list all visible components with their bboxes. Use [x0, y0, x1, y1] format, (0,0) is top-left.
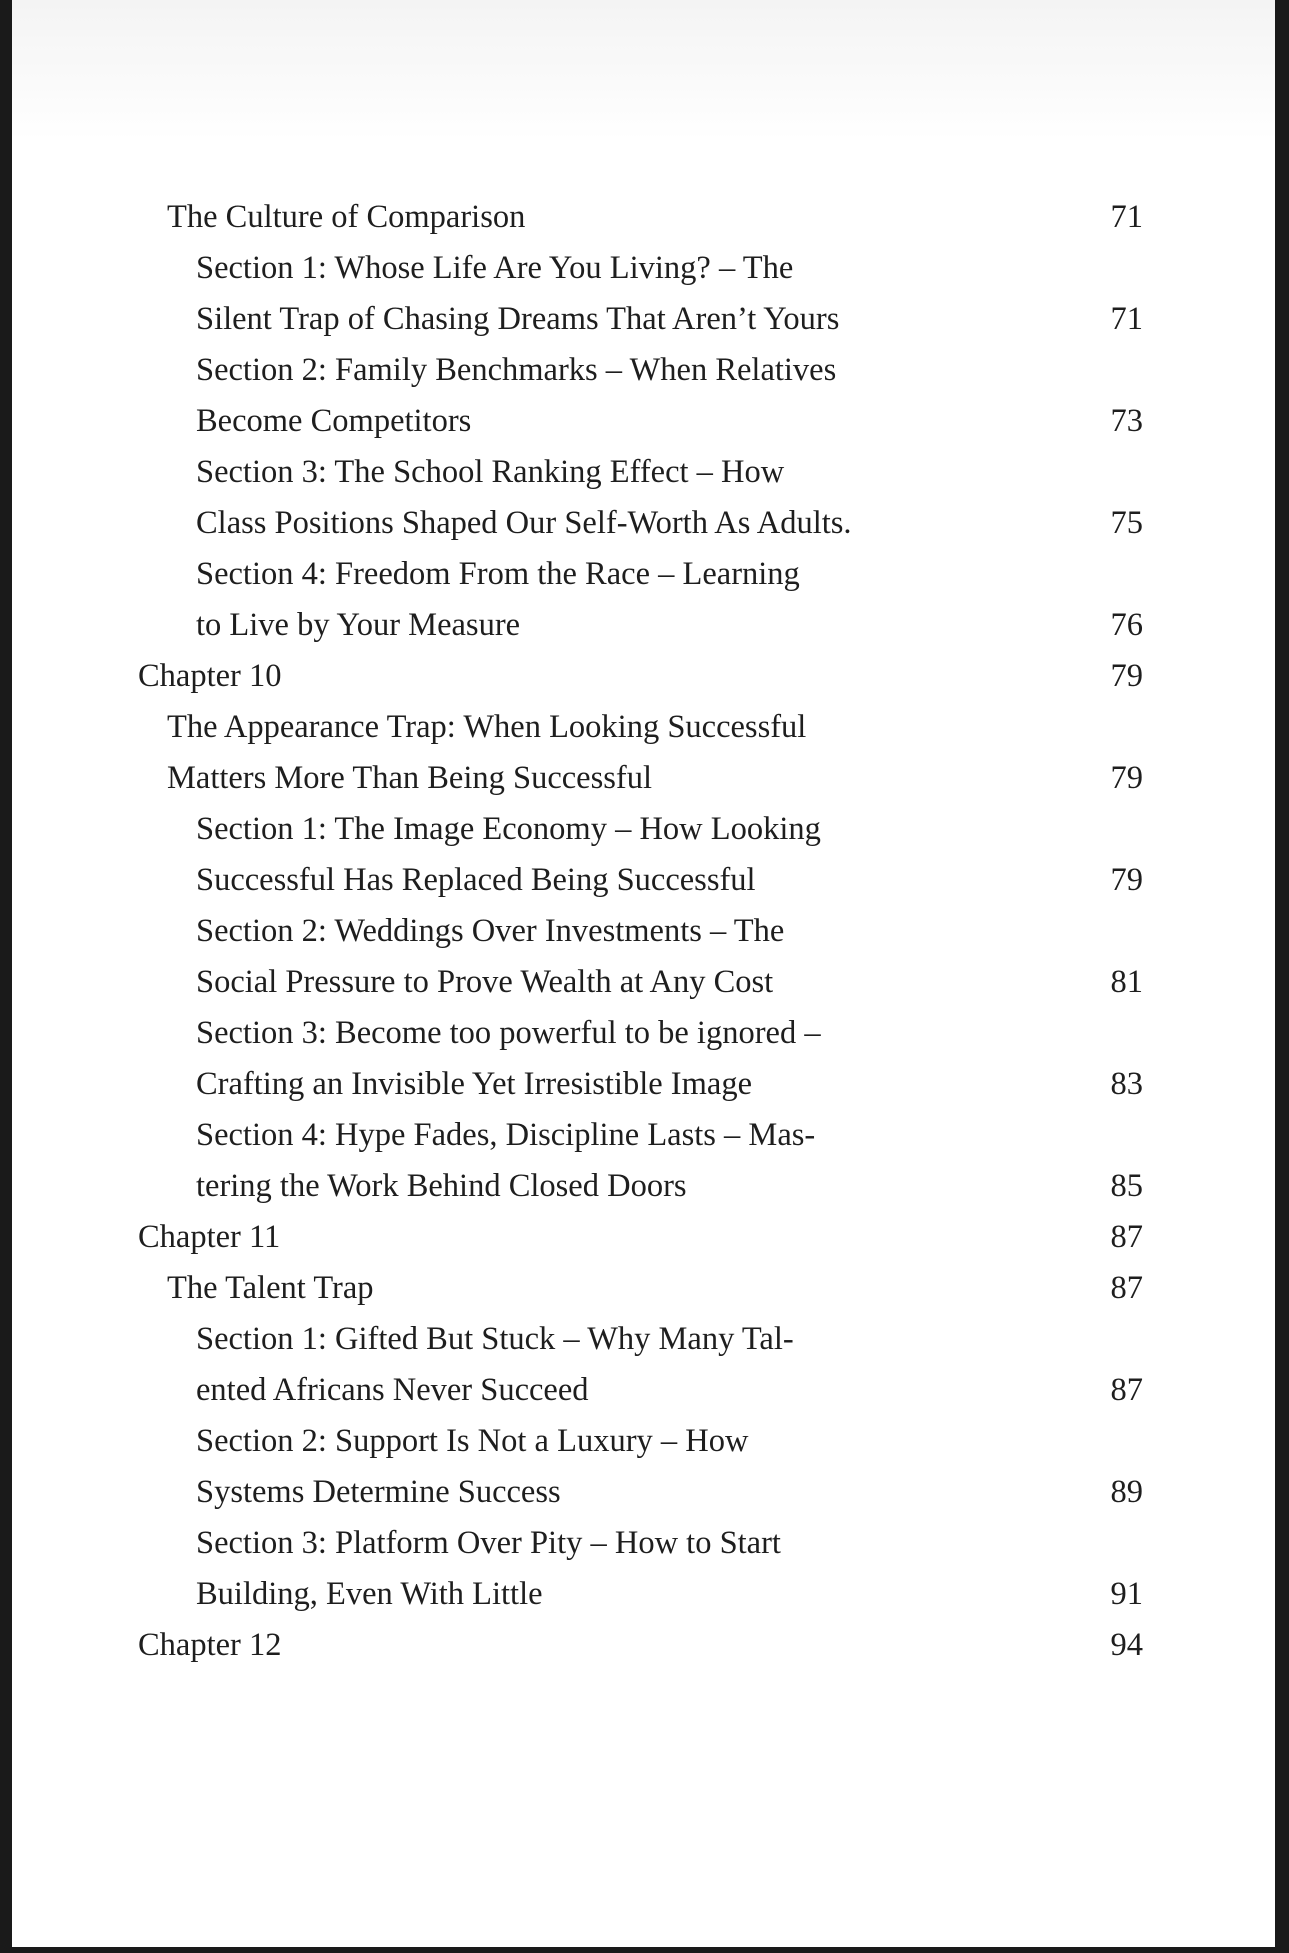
toc-line-title — [12, 192, 1275, 243]
toc-entry-text: Section 3: The School Ranking Effect – How — [196, 454, 785, 490]
toc-line-section — [12, 447, 1275, 498]
toc-page-number: 75 — [1110, 505, 1143, 541]
toc-entry-text: Section 3: Become too powerful to be ignored – — [196, 1015, 821, 1051]
toc-entry-text: The Appearance Trap: When Looking Successful — [167, 709, 807, 745]
toc-entry-text: Section 1: Whose Life Are You Living? – The — [196, 250, 794, 286]
toc-page-number: 91 — [1110, 1576, 1143, 1612]
toc-entry-text: Chapter 12 — [138, 1627, 282, 1663]
toc-line-section — [12, 1416, 1275, 1467]
toc-entry-text: Social Pressure to Prove Wealth at Any Cost — [196, 964, 774, 1000]
toc-entry-text: Silent Trap of Chasing Dreams That Aren’t Yours — [196, 301, 840, 337]
toc-line-section — [12, 1365, 1275, 1416]
toc-entry-text: The Talent Trap — [167, 1270, 374, 1306]
toc-line-chapter — [12, 651, 1275, 702]
toc-line-chapter — [12, 1620, 1275, 1671]
toc-entry-text: Section 4: Hype Fades, Discipline Lasts – Mas- — [196, 1117, 816, 1153]
page-top-shading — [12, 0, 1275, 140]
toc-page-number: 73 — [1110, 403, 1143, 439]
toc-line-chapter — [12, 1212, 1275, 1263]
toc-page-number: 83 — [1110, 1066, 1143, 1102]
toc-entry-text: Section 4: Freedom From the Race – Learning — [196, 556, 800, 592]
toc-page-number: 81 — [1110, 964, 1143, 1000]
toc-entry-text: Chapter 10 — [138, 658, 282, 694]
toc-entry-text: Section 2: Family Benchmarks – When Relatives — [196, 352, 837, 388]
toc-line-section — [12, 906, 1275, 957]
toc-entry-text: Class Positions Shaped Our Self-Worth As Adults. — [196, 505, 852, 541]
toc-line-section — [12, 1059, 1275, 1110]
toc-line-section — [12, 396, 1275, 447]
toc-entry-text: Section 2: Weddings Over Investments – The — [196, 913, 785, 949]
toc-line-section — [12, 1518, 1275, 1569]
toc-entry-text: Building, Even With Little — [196, 1576, 543, 1612]
toc-page-number: 87 — [1110, 1372, 1143, 1408]
toc-line-section — [12, 345, 1275, 396]
toc-line-title — [12, 702, 1275, 753]
toc-line-section — [12, 549, 1275, 600]
toc-entry-text: Successful Has Replaced Being Successful — [196, 862, 756, 898]
toc-entry-text: Chapter 11 — [138, 1219, 281, 1255]
toc-line-section — [12, 1110, 1275, 1161]
toc-page-number: 89 — [1110, 1474, 1143, 1510]
toc-line-title — [12, 1263, 1275, 1314]
toc-page-number: 79 — [1110, 760, 1143, 796]
table-of-contents — [12, 192, 1275, 1671]
toc-entry-text: Section 1: Gifted But Stuck – Why Many Tal- — [196, 1321, 794, 1357]
toc-line-section — [12, 1161, 1275, 1212]
toc-page-number: 87 — [1110, 1219, 1143, 1255]
toc-entry-text: Section 3: Platform Over Pity – How to Start — [196, 1525, 781, 1561]
toc-line-title — [12, 753, 1275, 804]
toc-entry-text: Systems Determine Success — [196, 1474, 561, 1510]
toc-page-number: 94 — [1110, 1627, 1143, 1663]
toc-entry-text: tering the Work Behind Closed Doors — [196, 1168, 687, 1204]
toc-entry-text: Section 2: Support Is Not a Luxury – How — [196, 1423, 749, 1459]
toc-line-section — [12, 1467, 1275, 1518]
toc-page-number: 85 — [1110, 1168, 1143, 1204]
toc-line-section — [12, 855, 1275, 906]
toc-page-number: 87 — [1110, 1270, 1143, 1306]
toc-line-section — [12, 498, 1275, 549]
toc-line-section — [12, 1314, 1275, 1365]
toc-page-number: 79 — [1110, 658, 1143, 694]
toc-line-section — [12, 1008, 1275, 1059]
toc-page-number: 79 — [1110, 862, 1143, 898]
toc-line-section — [12, 600, 1275, 651]
toc-entry-text: ented Africans Never Succeed — [196, 1372, 589, 1408]
toc-entry-text: Become Competitors — [196, 403, 472, 439]
toc-line-section — [12, 1569, 1275, 1620]
toc-line-section — [12, 804, 1275, 855]
toc-page-number: 71 — [1110, 301, 1143, 337]
toc-entry-text: to Live by Your Measure — [196, 607, 521, 643]
toc-line-section — [12, 243, 1275, 294]
toc-page-number: 71 — [1110, 199, 1143, 235]
toc-entry-text: Matters More Than Being Successful — [167, 760, 652, 796]
toc-page-number: 76 — [1110, 607, 1143, 643]
toc-entry-text: Section 1: The Image Economy – How Looking — [196, 811, 821, 847]
toc-line-section — [12, 957, 1275, 1008]
toc-entry-text: Crafting an Invisible Yet Irresistible Image — [196, 1066, 752, 1102]
book-page — [12, 0, 1275, 1947]
toc-line-section — [12, 294, 1275, 345]
toc-entry-text: The Culture of Comparison — [167, 199, 526, 235]
